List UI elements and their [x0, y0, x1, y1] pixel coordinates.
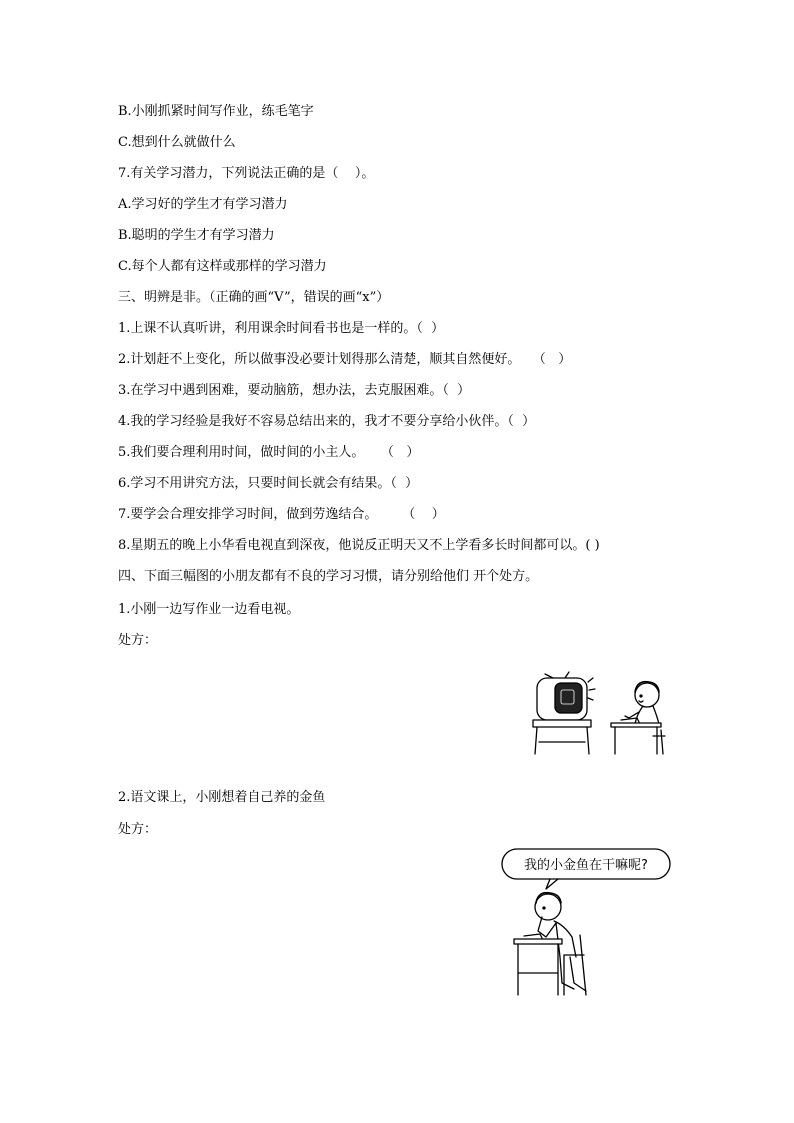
goldfish-daydream-illustration: [500, 845, 675, 1010]
judge-item-3: 3.在学习中遇到困难，要动脑筋，想办法，去克服困难。（ ）: [118, 383, 471, 398]
option-b-practice: B.小刚抓紧时间写作业，练毛笔字: [118, 104, 314, 119]
option-a: A.学习好的学生才有学习潜力: [118, 197, 288, 212]
judge-item-6: 6.学习不用讲究方法，只要时间长就会有结果。（ ）: [118, 476, 419, 491]
judge-item-4: 4.我的学习经验是我好不容易总结出来的，我才不要分享给小伙伴。（ ）: [118, 414, 536, 429]
section-3-heading: 三、明辨是非。（正确的画“V”，错误的画“x”）: [118, 290, 390, 305]
option-c: C.每个人都有这样或那样的学习潜力: [118, 259, 327, 274]
judge-item-1: 1.上课不认真听讲，利用课余时间看书也是一样的。（ ）: [118, 321, 445, 336]
section-4-heading: 四、下面三幅图的小朋友都有不良的学习习惯，请分别给他们 开个处方。: [118, 569, 539, 584]
question-7: 7.有关学习潜力，下列说法正确的是（ ）。: [118, 166, 375, 181]
prescription-item-1: 1.小刚一边写作业一边看电视。: [118, 602, 300, 617]
option-b: B.聪明的学生才有学习潜力: [118, 228, 275, 243]
prescription-label-2: 处方：: [118, 822, 158, 837]
prescription-item-2: 2.语文课上，小刚想着自己养的金鱼: [118, 790, 326, 805]
judge-item-8: 8.星期五的晚上小华看电视直到深夜，他说反正明天又不上学看多长时间都可以。( ): [118, 538, 600, 553]
option-c-whatever: C.想到什么就做什么: [118, 135, 236, 150]
speech-bubble-text: 我的小金鱼在干嘛呢?: [524, 858, 648, 873]
judge-item-5: 5.我们要合理利用时间，做时间的小主人。 （ ）: [118, 445, 420, 460]
judge-item-2: 2.计划赶不上变化，所以做事没必要计划得那么清楚，顺其自然便好。 （ ）: [118, 352, 572, 367]
prescription-label-1: 处方：: [118, 633, 158, 648]
judge-item-7: 7.要学会合理安排学习时间，做到劳逸结合。 （ ）: [118, 507, 445, 522]
tv-homework-illustration: [525, 668, 670, 758]
